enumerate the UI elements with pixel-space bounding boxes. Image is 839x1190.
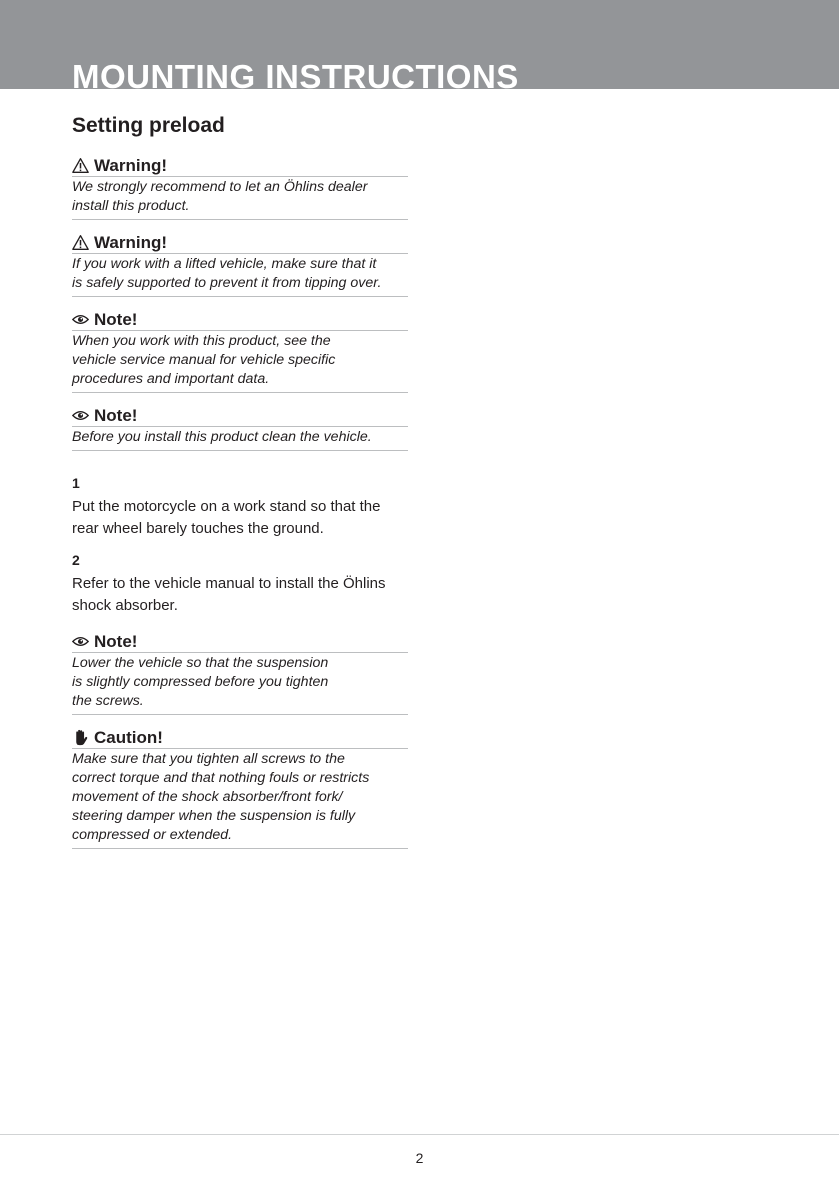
notice-label: Note!: [94, 632, 138, 651]
hand-stop-icon: [72, 729, 89, 746]
notice-heading: [72, 726, 408, 749]
step-text: Refer to the vehicle manual to install the Öhlins shock absorber.: [72, 575, 386, 614]
note-notice: [72, 404, 408, 451]
notice-text: If you work with a lifted vehicle, make sure that it is safely supported to prevent it from tipping over.: [72, 256, 382, 291]
notice-heading: [72, 308, 408, 331]
header-band: [0, 0, 839, 89]
eye-icon: [72, 407, 89, 424]
step-number: 2: [72, 552, 80, 568]
footer-divider: [0, 1134, 839, 1135]
notice-text: We strongly recommend to let an Öhlins dealer install this product.: [72, 179, 368, 214]
eye-icon: [72, 311, 89, 328]
eye-icon: [72, 633, 89, 650]
notice-label: Warning!: [94, 233, 168, 252]
warning-notice: [72, 231, 408, 297]
caution-notice: [72, 726, 408, 849]
page-header-title: MOUNTING INSTRUCTIONS: [72, 58, 519, 89]
section-title: Setting preload: [72, 114, 225, 137]
page-number: 2: [415, 1150, 424, 1166]
notice-heading: [72, 231, 408, 254]
note-notice: [72, 308, 408, 393]
notice-text: Make sure that you tighten all screws to the correct torque and that nothing fouls or restricts movement of the shock absorber/front fork/ steering damper when the suspension is fully compressed or extended.: [72, 751, 370, 843]
notice-heading: [72, 404, 408, 427]
notice-label: Note!: [94, 406, 138, 425]
notice-text: Before you install this product clean the vehicle.: [72, 429, 372, 445]
step-number: 1: [72, 475, 80, 491]
warning-triangle-icon: [72, 234, 89, 251]
warning-triangle-icon: [72, 157, 89, 174]
note-notice: [72, 630, 408, 715]
notice-heading: [72, 154, 408, 177]
notice-text: Lower the vehicle so that the suspension is slightly compressed before you tighten the screws.: [72, 655, 329, 709]
warning-notice: [72, 154, 408, 220]
step-text: Put the motorcycle on a work stand so that the rear wheel barely touches the ground.: [72, 498, 381, 537]
notice-label: Caution!: [94, 728, 163, 747]
notice-label: Warning!: [94, 156, 168, 175]
notice-text: When you work with this product, see the vehicle service manual for vehicle specific procedures and important data.: [72, 333, 336, 387]
notice-heading: [72, 630, 408, 653]
notice-label: Note!: [94, 310, 138, 329]
